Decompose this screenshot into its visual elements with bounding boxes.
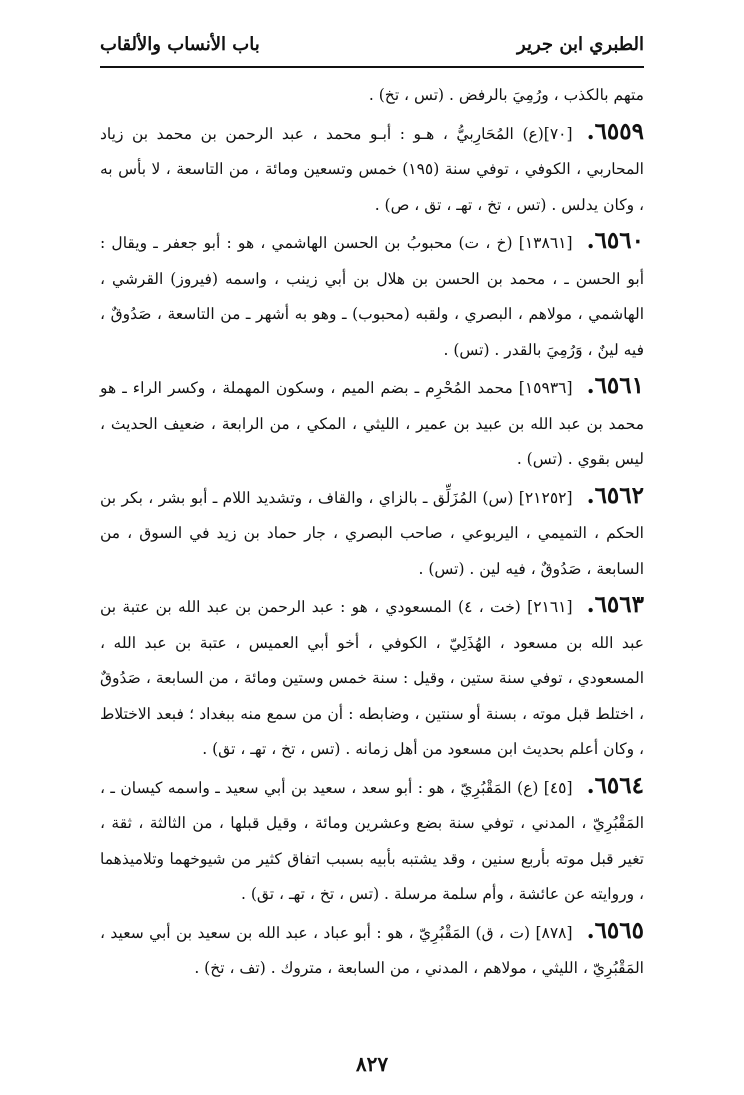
entry-text: [٤٥] (ع) المَقْبُرِيّ ، هو : أبو سعد ، سعيد بن أبي سعيد ـ واسمه كيسان ـ ، المَقْبُرِيّ ، المدني ، توفي سنة بضع وعشرين ومائة ، وقيل قبلها ، من الثالثة ، ثقة ، تغير قبل موته بأربع سنين ، وقد يشتبه بأبيه بسبب اتفاق كثير من شيوخهما وتلاميذهما ، وروايته عن عائشة ، وأم سلمة مرسلة . (تس ، تخ ، تهـ ، تق) .: [100, 778, 644, 903]
entry-text: [٢١٢٥٢] (س) المُزَلِّق ـ بالزاي ، والقاف ، وتشديد اللام ـ أبو بشر ، بكر بن الحكم ، التميمي ، اليربوعي ، صاحب البصري ، جار حماد بن زيد في السوق ، من السابعة ، صَدُوقٌ ، فيه لين . (تس) .: [100, 488, 644, 578]
entry-number: ٦٥٦٣.: [586, 591, 644, 618]
entry-6565: [100, 913, 644, 987]
intro-paragraph: متهم بالكذب ، ورُمِيَ بالرفض . (تس ، تخ) .: [368, 86, 644, 104]
entry-number: ٦٥٦٤.: [586, 771, 644, 799]
entry-6560: [100, 223, 644, 368]
entry-number: ٦٥٦٢.: [586, 481, 644, 509]
entry-6563: [100, 587, 644, 768]
page-number: ٨٢٧: [355, 1052, 389, 1076]
entry-text: [١٣٨٦١] (خ ، ت) محبوبُ بن الحسن الهاشمي ، هو : أبو جعفر ـ ويقال : أبو الحسن ـ ، محمد بن الحسن بن هلال بن أبي زينب ، واسمه (فيروز) القرشي ، الهاشمي ، مولاهم ، البصري ، ولقبه (محبوب) ـ وهو به أشهر ـ من التاسعة ، صَدُوقٌ ، فيه لينٌ ، وَرُمِيَ بالقدر . (تس) .: [100, 234, 644, 359]
entry-number: ٦٥٦١.: [586, 372, 644, 399]
entry-number: ٦٥٦٠.: [586, 227, 644, 254]
entry-text: [١٥٩٣٦] محمد المُحْرِم ـ بضم الميم ، وسكون المهملة ، وكسر الراء ـ هو محمد بن عبد الله بن عبيد بن عمير ، الليثي ، المكي ، من الرابعة ، ضعيف الحديث ، ليس بقوي . (تس) .: [100, 379, 644, 468]
header-chapter-title: باب الأنساب والألقاب: [100, 34, 260, 55]
entry-text: [٨٧٨] (ت ، ق) المَقْبُرِيّ ، هو : أبو عباد ، عبد الله بن سعيد بن أبي سعيد ، المَقْبُرِيّ ، الليثي ، مولاهم ، المدني ، من السابعة ، متروك . (تف ، تخ) .: [100, 923, 644, 977]
entry-text: [٢١٦١] (خت ، ٤) المسعودي ، هو : عبد الرحمن بن عبد الله بن عتبة بن عبد الله بن مسعود ، الهُذَلِيّ ، الكوفي ، أخو أبي العميس ، عتبة بن عبد الله ، المسعودي ، توفي سنة ستين ، وقيل : سنة خمس وستين ومائة ، من السابعة ، صَدُوقٌ ، اختلط قبل موته ، بسنة أو سنتين ، وضابطه : أن من سمع منه ببغداد ؛ فبعد الاختلاط ، وكان أعلم بحديث ابن مسعود من أهل زمانه . (تس ، تخ ، تهـ ، تق) .: [100, 598, 644, 758]
page-body: [100, 78, 644, 987]
running-header: [100, 30, 644, 68]
entry-6562: [100, 478, 644, 588]
header-book-title: الطبري ابن جرير: [517, 34, 644, 55]
entry-number: ٦٥٥٩.: [586, 117, 644, 145]
entry-6559: [100, 114, 644, 224]
entry-6564: [100, 768, 644, 913]
entry-text: [٧٠](ع) المُحَارِبيُّ ، هـو : أبـو محمد ، عبد الرحمن بن محمد بن زياد المحاربي ، الكوفي ، توفي سنة (١٩٥) خمس وتسعين ومائة ، من التاسعة ، لا بأس به ، وكان يدلس . (تس ، تخ ، تهـ ، تق ، ص) .: [100, 124, 644, 214]
entry-6561: [100, 368, 644, 478]
entry-number: ٦٥٦٥.: [586, 916, 644, 944]
